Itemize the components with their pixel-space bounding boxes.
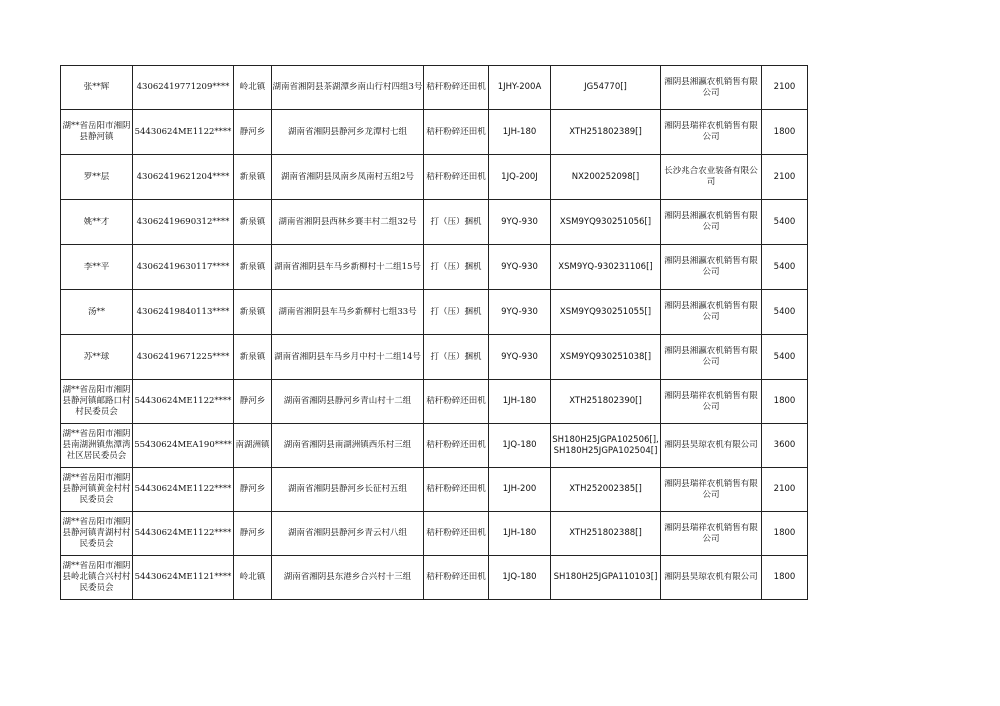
- cell-price: [762, 335, 808, 380]
- address-text: 湖南省湘阴县凤南乡凤南村五组2号: [281, 171, 414, 182]
- cell-price: [762, 110, 808, 155]
- cell-id: [133, 290, 234, 335]
- name-text: 湖**省岳阳市湘阴县岭北镇合兴村村民委员会: [62, 561, 131, 593]
- cell-dealer: [661, 290, 762, 335]
- model-text: 9YQ-930: [501, 306, 538, 317]
- dealer-text: 湘阴县瑞祥农机销售有限公司: [664, 478, 758, 500]
- cell-town: [234, 468, 272, 512]
- serial-text: NX200252098[]: [571, 171, 640, 182]
- cell-dealer: [661, 468, 762, 512]
- cell-type: [424, 290, 489, 335]
- cell-model: [489, 245, 551, 290]
- id-text: 43062419690312****: [136, 216, 230, 227]
- price-text: 1800: [773, 126, 796, 137]
- cell-serial: [551, 468, 661, 512]
- model-text: 1JH-200: [502, 484, 537, 494]
- model-text: 9YQ-930: [501, 351, 538, 362]
- cell-model: [489, 380, 551, 424]
- id-text: 54430624ME1122****: [134, 126, 232, 137]
- town-text: 静河乡: [239, 126, 266, 137]
- serial-text: JG54770[]: [584, 82, 627, 92]
- cell-type: [424, 556, 489, 600]
- cell-model: [489, 468, 551, 512]
- cell-id: [133, 66, 234, 110]
- type-text: 秸秆粉碎还田机: [426, 396, 486, 406]
- name-text: 湖**省岳阳市湘阴县南湖洲镇焦潭湾社区居民委员会: [62, 429, 131, 461]
- address-text: 湖南省湘阴县车马乡新柳村七组33号: [278, 306, 417, 317]
- id-text: 43062419621204****: [136, 171, 230, 182]
- cell-serial: [551, 245, 661, 290]
- subsidy-table: [60, 65, 808, 600]
- type-text: 秸秆粉碎还田机: [426, 440, 486, 450]
- address-text: 湖南省湘阴县西林乡赛丰村二组32号: [278, 216, 417, 227]
- id-text: 43062419840113****: [136, 306, 230, 317]
- model-text: 1JH-180: [502, 126, 537, 137]
- cell-price: [762, 424, 808, 468]
- type-text: 秸秆粉碎还田机: [426, 528, 486, 538]
- price-text: 1800: [773, 572, 796, 582]
- type-text: 秸秆粉碎还田机: [426, 126, 486, 137]
- price-text: 5400: [773, 351, 796, 362]
- cell-dealer: [661, 380, 762, 424]
- cell-town: [234, 512, 272, 556]
- cell-town: [234, 245, 272, 290]
- cell-model: [489, 424, 551, 468]
- serial-text: SH180H25JGPA102506[],SH180H25JGPA102504[]: [552, 434, 659, 456]
- cell-id: [133, 245, 234, 290]
- serial-text: SH180H25JGPA110103[]: [553, 572, 658, 582]
- cell-town: [234, 290, 272, 335]
- serial-text: XTH251802388[]: [569, 528, 642, 538]
- cell-town: [234, 556, 272, 600]
- cell-address: [272, 200, 424, 245]
- cell-address: [272, 155, 424, 200]
- table-row: [61, 512, 808, 556]
- cell-type: [424, 245, 489, 290]
- cell-town: [234, 335, 272, 380]
- cell-name: [61, 110, 133, 155]
- cell-type: [424, 380, 489, 424]
- cell-address: [272, 556, 424, 600]
- cell-address: [272, 424, 424, 468]
- cell-name: [61, 556, 133, 600]
- cell-address: [272, 380, 424, 424]
- cell-model: [489, 66, 551, 110]
- dealer-text: 湘阴县瑞祥农机销售有限公司: [664, 390, 758, 412]
- cell-price: [762, 290, 808, 335]
- serial-text: XSM9YQ930251055[]: [559, 306, 652, 317]
- name-text: 湖**省岳阳市湘阴县静河镇黄金村村民委员会: [62, 473, 131, 505]
- type-text: 秸秆粉碎还田机: [426, 82, 486, 92]
- cell-serial: [551, 380, 661, 424]
- cell-id: [133, 512, 234, 556]
- model-text: 1JQ-180: [502, 440, 537, 450]
- dealer-text: 湘阴县瑞祥农机销售有限公司: [664, 121, 758, 142]
- cell-serial: [551, 424, 661, 468]
- id-text: 43062419671225****: [136, 351, 230, 362]
- serial-text: XTH252002385[]: [569, 484, 642, 494]
- name-text: 李**平: [83, 261, 110, 272]
- cell-price: [762, 155, 808, 200]
- cell-id: [133, 335, 234, 380]
- cell-dealer: [661, 110, 762, 155]
- cell-dealer: [661, 200, 762, 245]
- cell-model: [489, 110, 551, 155]
- cell-type: [424, 200, 489, 245]
- address-text: 湖南省湘阴县静河乡龙潭村七组: [287, 126, 407, 137]
- address-text: 湖南省湘阴县车马乡新柳村十二组15号: [274, 261, 421, 272]
- price-text: 5400: [773, 261, 796, 272]
- cell-serial: [551, 110, 661, 155]
- type-text: 打（压）捆机: [430, 351, 482, 362]
- model-text: 1JH-180: [502, 396, 537, 406]
- town-text: 静河乡: [239, 484, 266, 494]
- price-text: 3600: [773, 440, 796, 450]
- model-text: 9YQ-930: [501, 216, 538, 227]
- table-row: [61, 110, 808, 155]
- model-text: 9YQ-930: [501, 261, 538, 272]
- cell-name: [61, 200, 133, 245]
- serial-text: XSM9YQ930251038[]: [559, 351, 652, 362]
- cell-id: [133, 380, 234, 424]
- name-text: 罗**层: [83, 171, 110, 182]
- table-row: [61, 200, 808, 245]
- cell-type: [424, 424, 489, 468]
- model-text: 1JQ-180: [502, 572, 537, 582]
- price-text: 2100: [773, 484, 796, 494]
- cell-dealer: [661, 66, 762, 110]
- cell-model: [489, 155, 551, 200]
- cell-price: [762, 200, 808, 245]
- town-text: 新泉镇: [239, 171, 266, 182]
- dealer-text: 湘阴县昊琼农机有限公司: [664, 440, 758, 450]
- name-text: 汤**: [87, 306, 105, 317]
- cell-name: [61, 380, 133, 424]
- name-text: 湖**省岳阳市湘阴县静河镇青湖村村民委员会: [62, 517, 131, 549]
- cell-serial: [551, 66, 661, 110]
- town-text: 新泉镇: [239, 351, 266, 362]
- cell-model: [489, 335, 551, 380]
- cell-name: [61, 468, 133, 512]
- price-text: 5400: [773, 216, 796, 227]
- cell-dealer: [661, 424, 762, 468]
- cell-address: [272, 468, 424, 512]
- town-text: 南湖洲镇: [235, 440, 270, 450]
- cell-price: [762, 556, 808, 600]
- dealer-text: 湘阴县湘瀛农机销售有限公司: [664, 346, 758, 367]
- address-text: 湖南省湘阴县车马乡月中村十二组14号: [274, 351, 421, 362]
- cell-dealer: [661, 245, 762, 290]
- model-text: 1JQ-200J: [501, 171, 538, 182]
- cell-id: [133, 155, 234, 200]
- name-text: 苏**球: [83, 351, 110, 362]
- model-text: 1JHY-200A: [497, 82, 542, 92]
- cell-model: [489, 290, 551, 335]
- cell-type: [424, 512, 489, 556]
- dealer-text: 湘阴县昊琼农机有限公司: [664, 572, 758, 582]
- name-text: 张**辉: [83, 82, 110, 92]
- type-text: 秸秆粉碎还田机: [426, 484, 486, 494]
- town-text: 岭北镇: [239, 572, 266, 582]
- cell-price: [762, 245, 808, 290]
- cell-type: [424, 468, 489, 512]
- address-text: 湖南省湘阴县茶湖潭乡南山行村四组3号: [272, 82, 423, 92]
- cell-serial: [551, 335, 661, 380]
- price-text: 2100: [773, 82, 796, 92]
- price-text: 1800: [773, 528, 796, 538]
- cell-id: [133, 200, 234, 245]
- cell-serial: [551, 200, 661, 245]
- town-text: 新泉镇: [239, 261, 266, 272]
- cell-id: [133, 556, 234, 600]
- id-text: 54430624ME1122****: [134, 484, 232, 494]
- dealer-text: 湘阴县湘瀛农机销售有限公司: [664, 301, 758, 322]
- id-text: 54430624ME1122****: [134, 396, 232, 406]
- town-text: 岭北镇: [239, 82, 266, 92]
- cell-type: [424, 335, 489, 380]
- cell-serial: [551, 155, 661, 200]
- cell-serial: [551, 290, 661, 335]
- dealer-text: 湘阴县湘瀛农机销售有限公司: [664, 76, 758, 98]
- serial-text: XSM9YQ-930231106[]: [558, 261, 653, 272]
- dealer-text: 长沙兆合农业装备有限公司: [664, 166, 758, 187]
- address-text: 湖南省湘阴县东港乡合兴村十三组: [283, 572, 412, 582]
- type-text: 打（压）捆机: [430, 216, 482, 227]
- table-row: [61, 290, 808, 335]
- cell-dealer: [661, 335, 762, 380]
- cell-town: [234, 66, 272, 110]
- town-text: 新泉镇: [239, 306, 266, 317]
- cell-name: [61, 66, 133, 110]
- cell-address: [272, 110, 424, 155]
- cell-model: [489, 556, 551, 600]
- cell-price: [762, 66, 808, 110]
- address-text: 湖南省湘阴县静河乡青云村八组: [287, 528, 407, 538]
- table-row: [61, 556, 808, 600]
- cell-address: [272, 335, 424, 380]
- type-text: 打（压）捆机: [430, 261, 482, 272]
- table-row: [61, 468, 808, 512]
- cell-name: [61, 335, 133, 380]
- cell-address: [272, 66, 424, 110]
- town-text: 静河乡: [239, 528, 266, 538]
- cell-model: [489, 200, 551, 245]
- dealer-text: 湘阴县湘瀛农机销售有限公司: [664, 211, 758, 232]
- town-text: 新泉镇: [239, 216, 266, 227]
- cell-id: [133, 468, 234, 512]
- serial-text: XTH251802389[]: [569, 126, 642, 137]
- cell-type: [424, 66, 489, 110]
- type-text: 秸秆粉碎还田机: [426, 572, 486, 582]
- cell-town: [234, 424, 272, 468]
- cell-id: [133, 110, 234, 155]
- cell-dealer: [661, 155, 762, 200]
- table-row: [61, 424, 808, 468]
- type-text: 打（压）捆机: [430, 306, 482, 317]
- cell-name: [61, 424, 133, 468]
- cell-address: [272, 512, 424, 556]
- address-text: 湖南省湘阴县南湖洲镇西乐村三组: [283, 440, 412, 450]
- name-text: 湖**省岳阳市湘阴县静河镇: [62, 121, 131, 142]
- table-body: [61, 66, 808, 600]
- address-text: 湖南省湘阴县静河乡青山村十二组: [283, 396, 412, 406]
- id-text: 54430624ME1122****: [134, 528, 232, 538]
- cell-town: [234, 200, 272, 245]
- cell-name: [61, 290, 133, 335]
- cell-type: [424, 110, 489, 155]
- cell-address: [272, 290, 424, 335]
- price-text: 5400: [773, 306, 796, 317]
- cell-name: [61, 245, 133, 290]
- cell-model: [489, 512, 551, 556]
- cell-address: [272, 245, 424, 290]
- cell-id: [133, 424, 234, 468]
- cell-dealer: [661, 512, 762, 556]
- cell-town: [234, 110, 272, 155]
- id-text: 43062419630117****: [136, 261, 230, 272]
- table-row: [61, 245, 808, 290]
- cell-town: [234, 380, 272, 424]
- serial-text: XTH251802390[]: [569, 396, 642, 406]
- cell-serial: [551, 512, 661, 556]
- cell-type: [424, 155, 489, 200]
- cell-town: [234, 155, 272, 200]
- price-text: 2100: [773, 171, 796, 182]
- model-text: 1JH-180: [502, 528, 537, 538]
- address-text: 湖南省湘阴县静河乡长征村五组: [287, 484, 407, 494]
- price-text: 1800: [773, 396, 796, 406]
- dealer-text: 湘阴县湘瀛农机销售有限公司: [664, 256, 758, 277]
- table-row: [61, 335, 808, 380]
- type-text: 秸秆粉碎还田机: [426, 171, 486, 182]
- town-text: 静河乡: [239, 396, 266, 406]
- name-text: 湖**省岳阳市湘阴县静河镇邮路口村村民委员会: [62, 385, 131, 417]
- id-text: 43062419771209****: [136, 82, 230, 92]
- cell-name: [61, 155, 133, 200]
- cell-dealer: [661, 556, 762, 600]
- cell-price: [762, 380, 808, 424]
- id-text: 54430624ME1121****: [134, 572, 232, 582]
- cell-price: [762, 468, 808, 512]
- cell-serial: [551, 556, 661, 600]
- table-row: [61, 66, 808, 110]
- serial-text: XSM9YQ930251056[]: [559, 216, 652, 227]
- table-row: [61, 155, 808, 200]
- name-text: 姚**才: [83, 216, 110, 227]
- id-text: 55430624MEA190****: [134, 440, 232, 450]
- dealer-text: 湘阴县瑞祥农机销售有限公司: [664, 522, 758, 544]
- table-row: [61, 380, 808, 424]
- cell-name: [61, 512, 133, 556]
- cell-price: [762, 512, 808, 556]
